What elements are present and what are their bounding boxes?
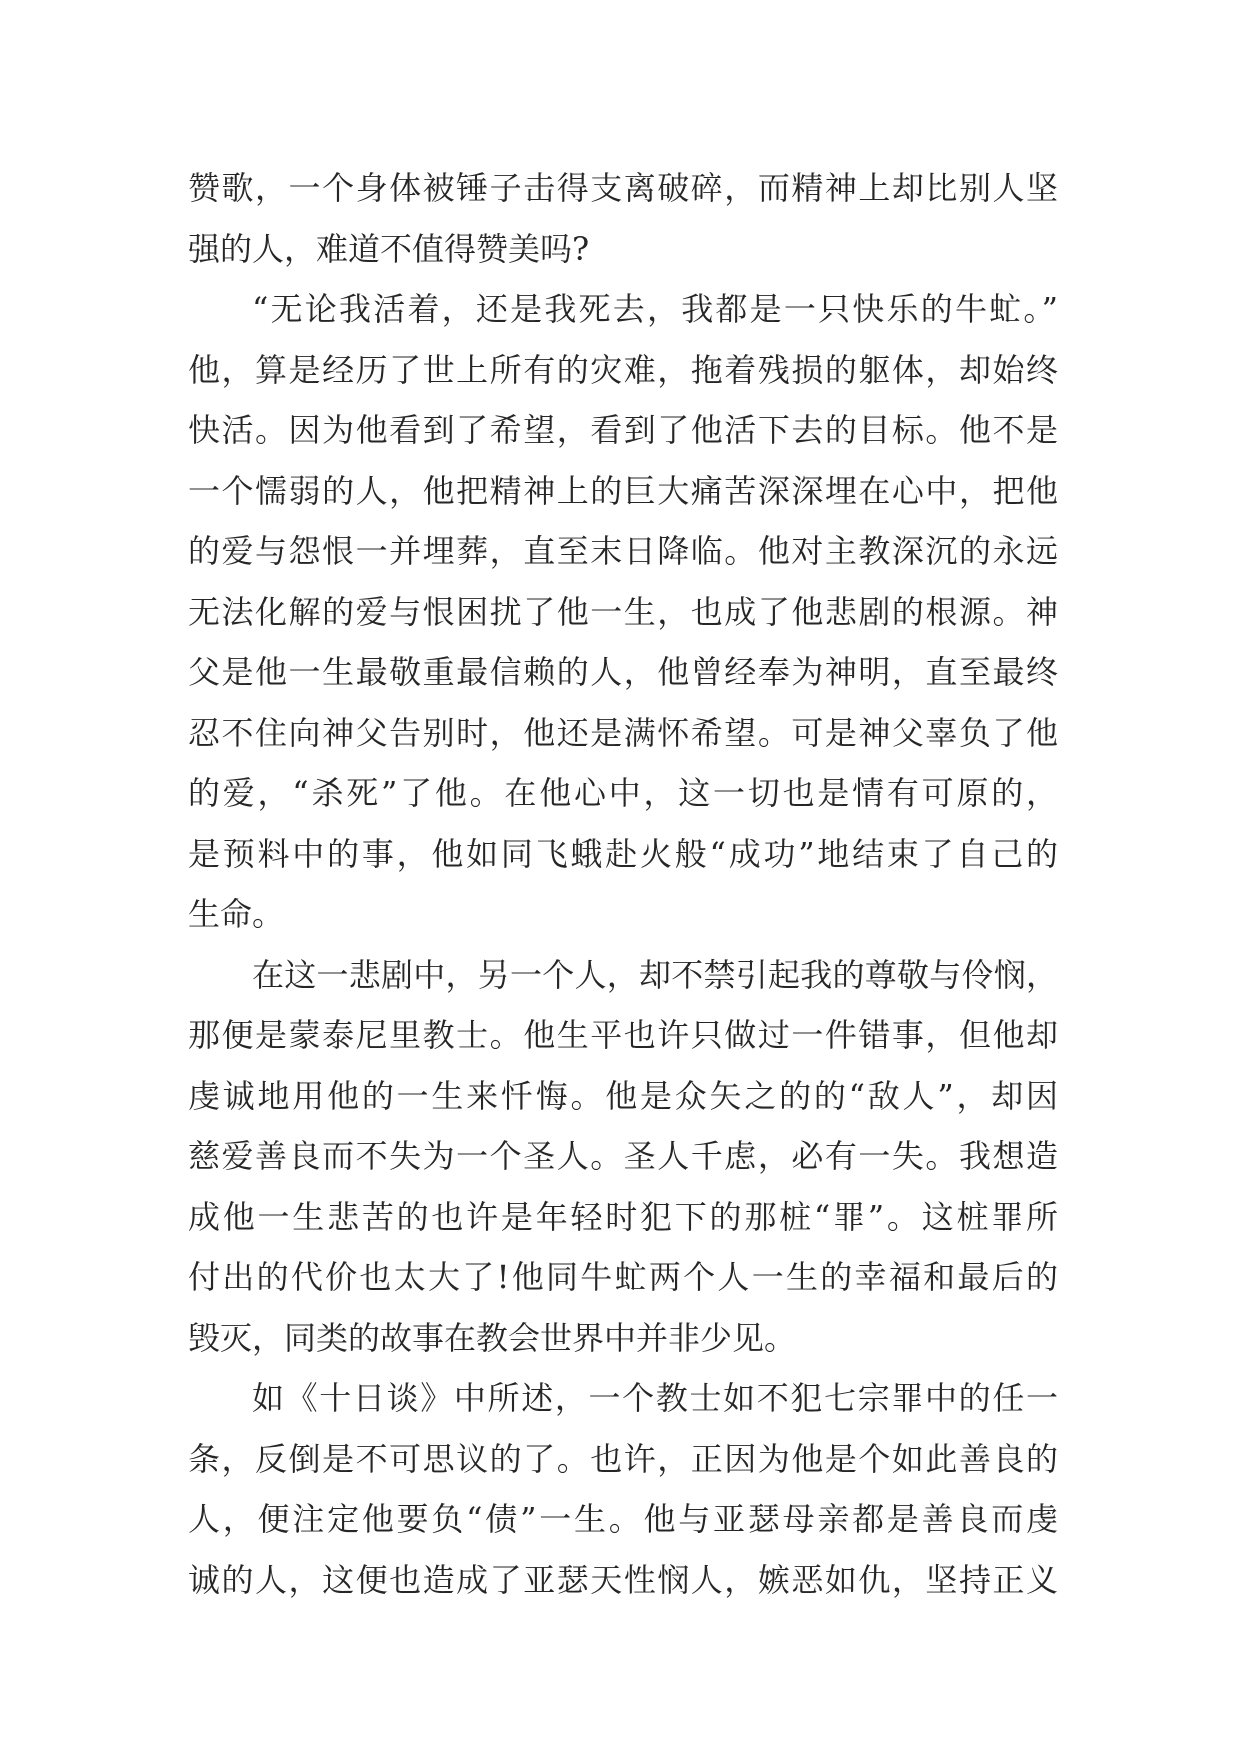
text-line: 快活。因为他看到了希望，看到了他活下去的目标。他不是 <box>188 411 1058 449</box>
text-line: 的爱，“杀死”了他。在他心中，这一切也是情有可原的， <box>188 774 1058 812</box>
text-line: 生命。 <box>188 895 285 933</box>
text-line: 人，便注定他要负“债”一生。他与亚瑟母亲都是善良而虔 <box>188 1500 1058 1538</box>
text-line: 那便是蒙泰尼里教士。他生平也许只做过一件错事，但他却 <box>188 1016 1058 1054</box>
text-line: 在这一悲剧中，另一个人，却不禁引起我的尊敬与伶悯， <box>252 955 1058 994</box>
document-body <box>188 158 1058 1610</box>
text-line: “无论我活着，还是我死去，我都是一只快乐的牛虻。” <box>252 290 1058 328</box>
text-line: 毁灭，同类的故事在教会世界中并非少见。 <box>188 1318 797 1357</box>
text-line: 成他一生悲苦的也许是年轻时犯下的那桩“罪”。这桩罪所 <box>188 1197 1058 1236</box>
text-line: 父是他一生最敬重最信赖的人，他曾经奉为神明，直至最终 <box>188 653 1058 691</box>
text-line: 诚的人，这便也造成了亚瑟天性悯人，嫉恶如仇，坚持正义 <box>188 1560 1058 1599</box>
text-line: 的爱与怨恨一并埋葬，直至末日降临。他对主教深沉的永远 <box>188 532 1058 570</box>
text-line: 条，反倒是不可思议的了。也许，正因为他是个如此善良的 <box>188 1439 1058 1478</box>
text-line: 一个懦弱的人，他把精神上的巨大痛苦深深埋在心中，把他 <box>188 471 1058 510</box>
text-line: 慈爱善良而不失为一个圣人。圣人千虑，必有一失。我想造 <box>188 1137 1058 1175</box>
text-line: 是预料中的事，他如同飞蛾赴火般“成功”地结束了自己的 <box>188 834 1058 873</box>
text-line: 忍不住向神父告别时，他还是满怀希望。可是神父辜负了他 <box>188 713 1058 752</box>
text-line: 付出的代价也太大了!他同牛虻两个人一生的幸福和最后的 <box>188 1258 1058 1296</box>
text-line: 赞歌，一个身体被锤子击得支离破碎，而精神上却比别人坚 <box>188 169 1058 207</box>
text-line: 如《十日谈》中所述，一个教士如不犯七宗罪中的任一 <box>252 1379 1058 1417</box>
text-line: 虔诚地用他的一生来忏悔。他是众矢之的的“敌人”，却因 <box>188 1076 1058 1115</box>
text-line: 他，算是经历了世上所有的灾难，拖着残损的躯体，却始终 <box>188 350 1058 389</box>
text-line: 无法化解的爱与恨困扰了他一生，也成了他悲剧的根源。神 <box>188 592 1058 631</box>
text-line: 强的人，难道不值得赞美吗? <box>188 229 590 268</box>
